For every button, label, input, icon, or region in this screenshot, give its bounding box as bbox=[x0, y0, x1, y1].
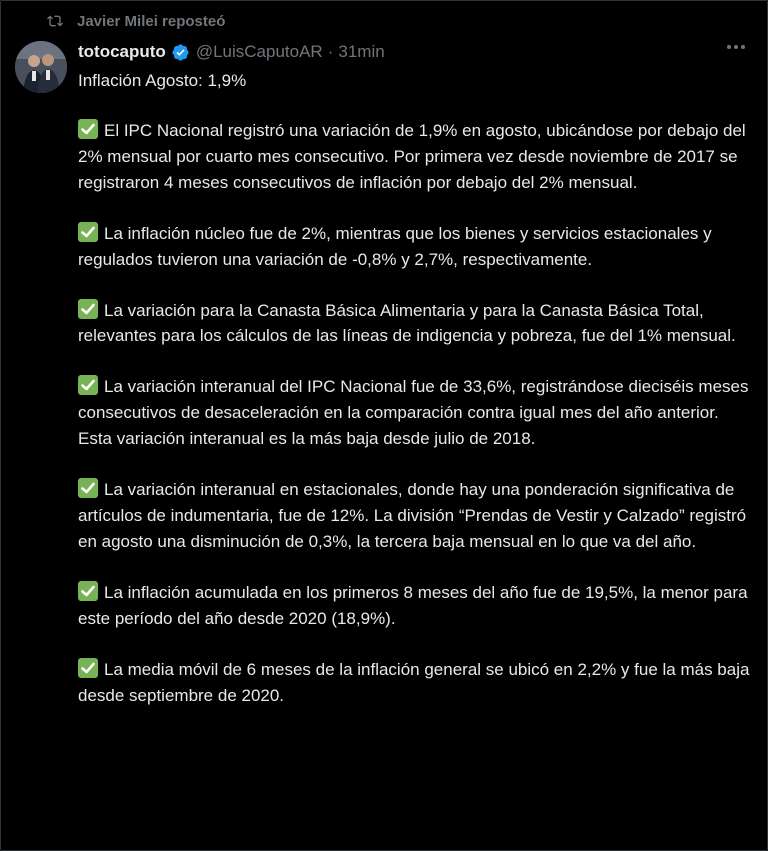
paragraph-text: La inflación núcleo fue de 2%, mientras que los bienes y servicios estacionales y regulados tuvieron una variación de -0,8% y 2,7%, respectivamente. bbox=[78, 223, 712, 269]
check-mark-icon bbox=[78, 581, 98, 601]
tweet-body bbox=[78, 118, 756, 733]
tweet-paragraph-2 bbox=[78, 221, 756, 273]
author-handle[interactable]: @LuisCaputoAR bbox=[195, 42, 323, 61]
check-mark-icon bbox=[78, 119, 98, 139]
more-options-icon[interactable] bbox=[727, 45, 745, 49]
repost-icon bbox=[47, 13, 63, 29]
verified-badge-icon bbox=[171, 43, 190, 62]
check-mark-icon bbox=[78, 299, 98, 319]
author-name[interactable]: totocaputo bbox=[78, 42, 166, 61]
paragraph-text: El IPC Nacional registró una variación de 1,9% en agosto, ubicándose por debajo del 2% mensual por cuarto mes consecutivo. Por primera vez desde noviembre de 2017 se registraron 4 meses consecutivos de inflación por debajo del 2% mensual. bbox=[78, 121, 746, 192]
tweet-paragraph-1 bbox=[78, 118, 756, 196]
tweet-paragraph-3 bbox=[78, 298, 756, 350]
tweet-paragraph-7 bbox=[78, 657, 756, 709]
paragraph-text: La inflación acumulada en los primeros 8 meses del año fue de 19,5%, la menor para este período del año desde 2020 (18,9%). bbox=[78, 582, 748, 628]
tweet-title: Inflación Agosto: 1,9% bbox=[78, 71, 247, 90]
paragraph-text: La variación interanual del IPC Nacional fue de 33,6%, registrándose dieciséis meses consecutivos de desaceleración en la comparación contra igual mes del año anterior. Esta variación interanual es la más baja desde julio de 2018. bbox=[78, 377, 749, 449]
header-separator: · bbox=[327, 42, 334, 61]
paragraph-text: La media móvil de 6 meses de la inflación general se ubicó en 2,2% y fue la más baja desde septiembre de 2020. bbox=[78, 659, 750, 705]
check-mark-icon bbox=[78, 375, 98, 395]
tweet-paragraph-5 bbox=[78, 477, 756, 555]
avatar[interactable] bbox=[15, 41, 67, 93]
check-mark-icon bbox=[78, 478, 98, 498]
tweet-timestamp[interactable]: 31min bbox=[338, 42, 385, 61]
tweet-paragraph-4 bbox=[78, 374, 756, 452]
repost-label: Javier Milei reposteó bbox=[77, 12, 226, 30]
tweet-header bbox=[78, 41, 385, 63]
paragraph-text: La variación interanual en estacionales, donde hay una ponderación significativa de artículos de indumentaria, fue de 12%. La división “Prendas de Vestir y Calzado” registró en agosto una disminución de 0,3%, la tercera baja mensual en lo que va del año. bbox=[78, 480, 747, 551]
check-mark-icon bbox=[78, 658, 98, 678]
tweet-paragraph-6 bbox=[78, 580, 756, 632]
paragraph-text: La variación para la Canasta Básica Alimentaria y para la Canasta Básica Total, relevantes para los cálculos de las líneas de indigencia y pobreza, fue del 1% mensual. bbox=[78, 300, 736, 346]
check-mark-icon bbox=[78, 222, 98, 242]
repost-indicator[interactable] bbox=[47, 10, 225, 32]
